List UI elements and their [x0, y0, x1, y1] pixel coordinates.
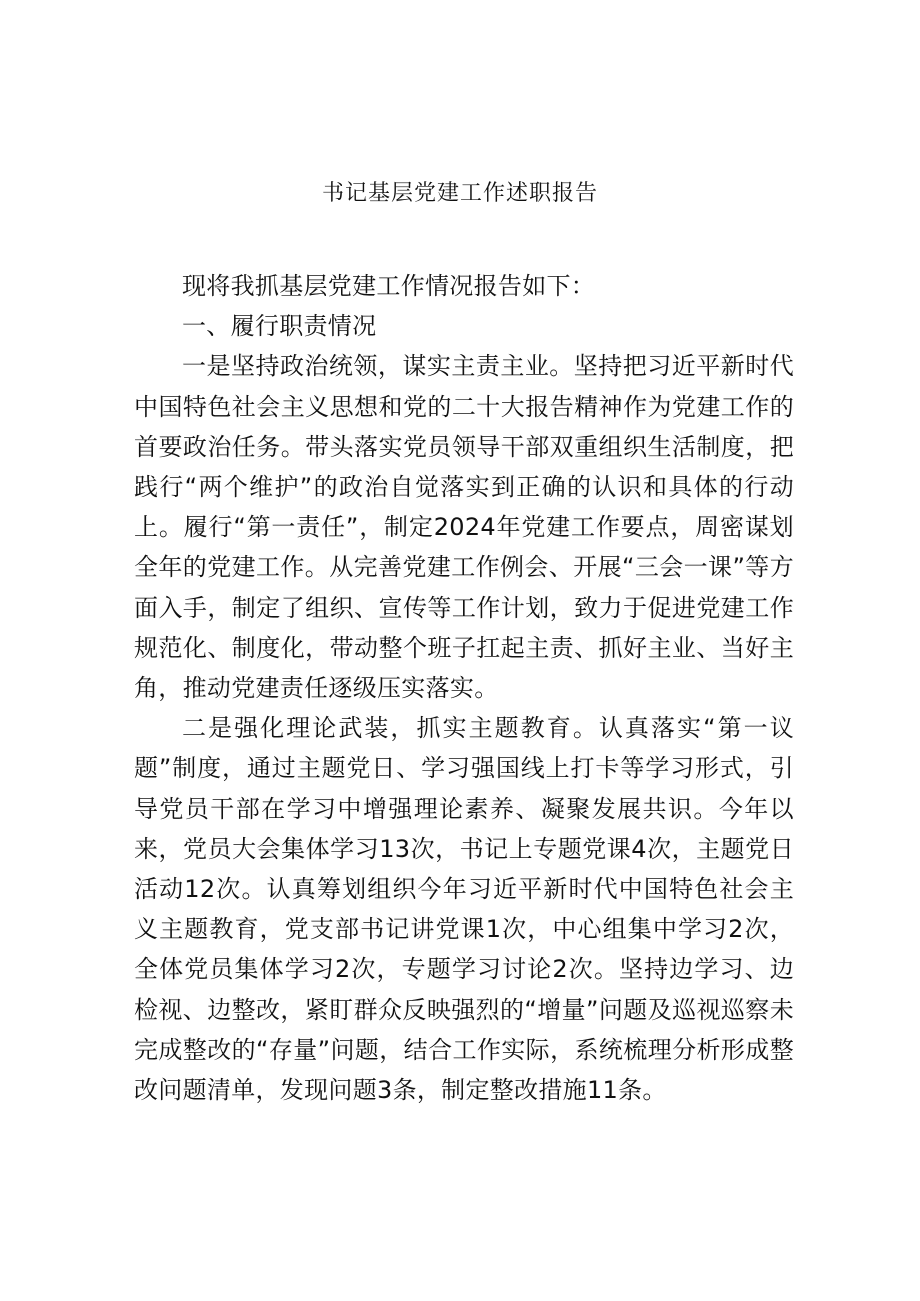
body-paragraph: 二是强化理论武装，抓实主题教育。认真落实“第一议题”制度，通过主题党日、学习强国线上打卡等学习形式，引导党员干部在学习中增强理论素养、凝聚发展共识。今年以来，党员大会集体学习13次，书记上专题党课4次，主题党日活动12次。认真筹划组织今年习近平新时代中国特色社会主义主题教育，党支部书记讲党课1次，中心组集中学习2次，全体党员集体学习2次，专题学习讨论2次。坚持边学习、边检视、边整改，紧盯群众反映强烈的“增量”问题及巡视巡察未完成整改的“存量”问题，结合工作实际，系统梳理分析形成整改问题清单，发现问题3条，制定整改措施11条。: [134, 714, 794, 1105]
document-body: [134, 266, 794, 1110]
document-title: 书记基层党建工作述职报告: [321, 181, 598, 206]
section-heading: 一、履行职责情况: [182, 312, 377, 341]
intro-paragraph: 现将我抓基层党建工作情况报告如下：: [182, 272, 596, 300]
body-paragraph: 一是坚持政治统领，谋实主责主业。坚持把习近平新时代中国特色社会主义思想和党的二十大报告精神作为党建工作的首要政治任务。带头落实党员领导干部双重组织生活制度，把践行“两个维护”的政治自觉落实到正确的认识和具体的行动上。履行“第一责任”，制定2024年党建工作要点，周密谋划全年的党建工作。从完善党建工作例会、开展“三会一课”等方面入手，制定了组织、宣传等工作计划，致力于促进党建工作规范化、制度化，带动整个班子扛起主责、抓好主业、当好主角，推动党建责任逐级压实落实。: [134, 352, 794, 703]
